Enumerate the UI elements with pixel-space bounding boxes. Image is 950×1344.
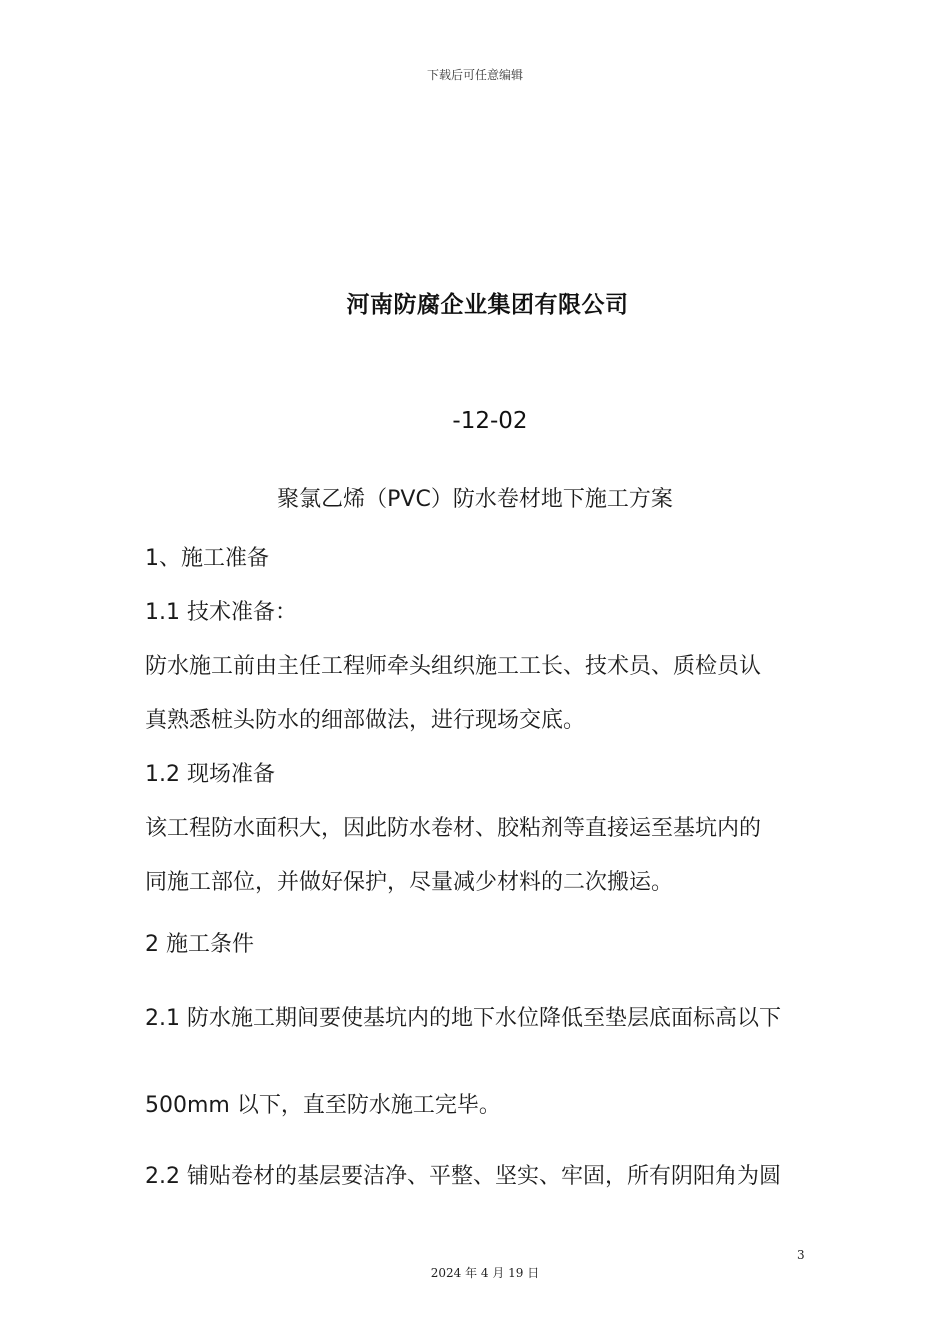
subsection-heading-1-2: 1.2 现场准备 <box>145 762 275 787</box>
section-heading-2: 2 施工条件 <box>145 932 254 957</box>
document-title: 聚氯乙烯（PVC）防水卷材地下施工方案 <box>277 487 673 512</box>
body-line: 2.2 铺贴卷材的基层要洁净、平整、坚实、牢固，所有阴阳角为圆 <box>145 1164 781 1189</box>
footer-date: 2024 年 4 月 19 日 <box>430 1266 540 1280</box>
body-line: 防水施工前由主任工程师牵头组织施工工长、技术员、质检员认 <box>145 654 762 679</box>
date-code: -12-02 <box>452 408 528 434</box>
page-number: 3 <box>797 1248 805 1262</box>
company-name: 河南防腐企业集团有限公司 <box>346 292 629 318</box>
body-line: 500mm 以下，直至防水施工完毕。 <box>145 1093 501 1118</box>
body-line: 2.1 防水施工期间要使基坑内的地下水位降低至垫层底面标高以下 <box>145 1006 781 1031</box>
body-line: 真熟悉桩头防水的细部做法，进行现场交底。 <box>145 708 586 733</box>
body-line: 该工程防水面积大，因此防水卷材、胶粘剂等直接运至基坑内的 <box>145 816 762 841</box>
subsection-heading-1-1: 1.1 技术准备： <box>145 600 297 625</box>
body-line: 同施工部位，并做好保护，尽量减少材料的二次搬运。 <box>145 870 674 895</box>
section-heading-1: 1、施工准备 <box>145 546 269 571</box>
header-note: 下载后可任意编辑 <box>426 68 523 82</box>
